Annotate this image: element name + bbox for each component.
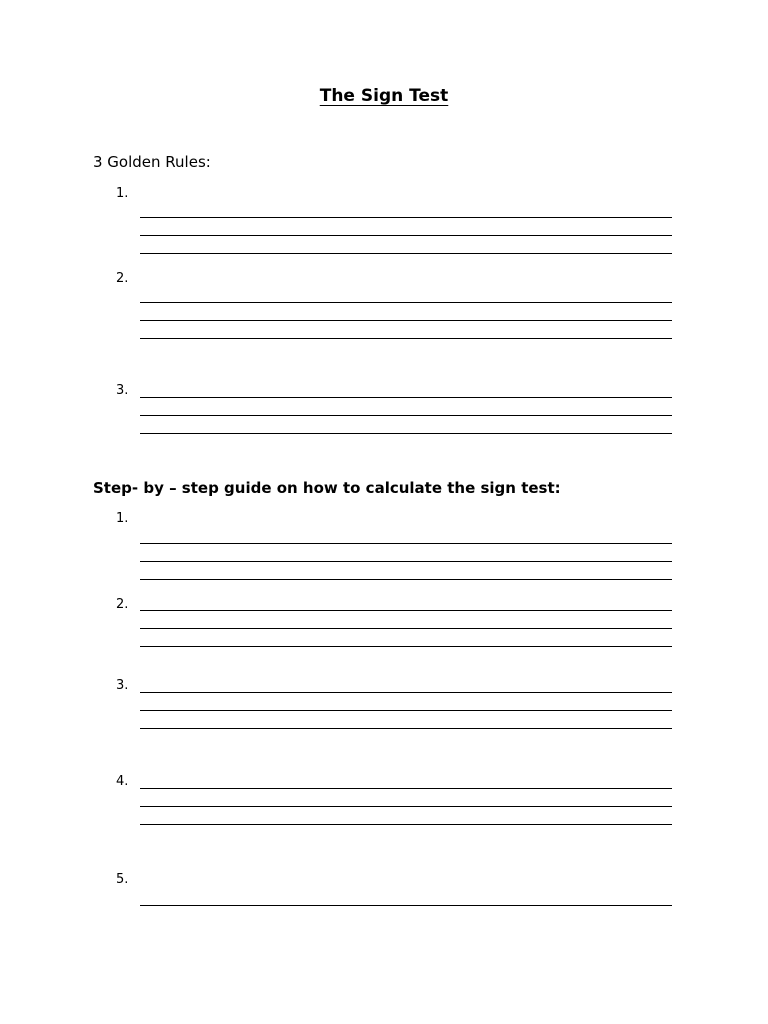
item-number: 1. <box>116 186 129 201</box>
answer-line[interactable] <box>140 710 672 711</box>
answer-line[interactable] <box>140 628 672 629</box>
answer-line[interactable] <box>140 646 672 647</box>
answer-line[interactable] <box>140 728 672 729</box>
answer-line[interactable] <box>140 235 672 236</box>
answer-line[interactable] <box>140 397 672 398</box>
answer-line[interactable] <box>140 905 672 906</box>
item-number: 5. <box>116 872 129 887</box>
page-title <box>0 86 768 106</box>
answer-line[interactable] <box>140 561 672 562</box>
item-number: 3. <box>116 383 129 398</box>
answer-line[interactable] <box>140 433 672 434</box>
item-number: 1. <box>116 511 129 526</box>
answer-line[interactable] <box>140 302 672 303</box>
answer-line[interactable] <box>140 806 672 807</box>
item-number: 2. <box>116 597 129 612</box>
item-number: 3. <box>116 678 129 693</box>
answer-line[interactable] <box>140 610 672 611</box>
answer-line[interactable] <box>140 543 672 544</box>
item-number: 2. <box>116 271 129 286</box>
answer-line[interactable] <box>140 320 672 321</box>
step-guide-heading: Step- by – step guide on how to calculate the sign test: <box>93 479 561 497</box>
answer-line[interactable] <box>140 692 672 693</box>
answer-line[interactable] <box>140 338 672 339</box>
item-number: 4. <box>116 774 129 789</box>
page-title-text: The Sign Test <box>319 86 449 106</box>
answer-line[interactable] <box>140 824 672 825</box>
answer-line[interactable] <box>140 217 672 218</box>
golden-rules-heading: 3 Golden Rules: <box>93 153 211 171</box>
answer-line[interactable] <box>140 415 672 416</box>
answer-line[interactable] <box>140 788 672 789</box>
answer-line[interactable] <box>140 253 672 254</box>
answer-line[interactable] <box>140 579 672 580</box>
